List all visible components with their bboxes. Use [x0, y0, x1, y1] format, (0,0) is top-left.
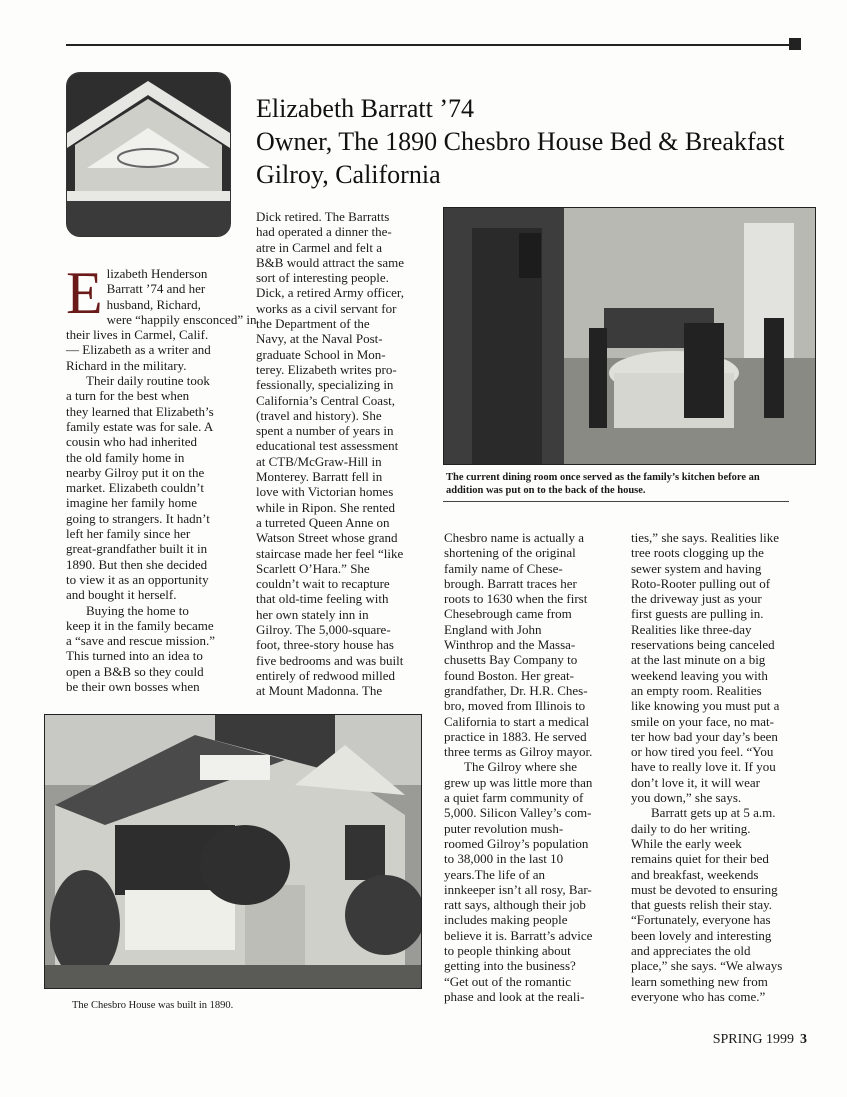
- paragraph: [66, 603, 241, 695]
- text-line: must be devoted to ensuring: [631, 881, 778, 897]
- caption-rule: [443, 501, 789, 502]
- text-line: 1890. But then she decided: [66, 556, 208, 572]
- text-line: nearby Gilroy put it on the: [66, 464, 205, 480]
- paragraph: [66, 373, 241, 602]
- text-line: includes making people: [444, 912, 568, 928]
- text-line: B&B would attract the same: [256, 254, 405, 270]
- text-line: California to start a medical: [444, 713, 590, 729]
- text-line: a turn for the best when: [66, 388, 190, 404]
- text-line: sewer system and having: [631, 560, 762, 576]
- text-line: family estate was for sale. A: [66, 418, 214, 434]
- text-line: Buying the home to: [86, 602, 189, 618]
- text-line: Monterey. Barratt fell in: [256, 469, 383, 485]
- text-line: going to strangers. It hadn’t: [66, 510, 210, 526]
- text-line: grew up was little more than: [444, 774, 593, 790]
- text-line: everyone who has come.”: [631, 988, 766, 1004]
- text-line: don’t love it, it will wear: [631, 774, 761, 790]
- text-line: England with John: [444, 621, 542, 637]
- paragraph: [631, 530, 816, 805]
- text-line: be their own bosses when: [66, 679, 200, 695]
- text-line: a “save and rescue mission.”: [66, 633, 216, 649]
- text-line: daily to do her writing.: [631, 820, 751, 836]
- text-line: the driveway just as your: [631, 591, 762, 607]
- text-line: while in Ripon. She rented: [256, 499, 396, 515]
- text-line: love with Victorian homes: [256, 484, 394, 500]
- text-line: “Get out of the romantic: [444, 973, 572, 989]
- caption-line: addition was put on to the back of the house.: [446, 485, 646, 496]
- text-line: a quiet farm community of: [444, 790, 584, 806]
- text-line: sort of interesting people.: [256, 270, 389, 286]
- text-line: believe it is. Barratt’s advice: [444, 927, 593, 943]
- paragraph: [256, 209, 431, 699]
- text-line: Dick retired. The Barratts: [256, 209, 390, 224]
- dining-photo-caption: [446, 471, 816, 497]
- top-rule: [66, 44, 792, 46]
- text-line: While the early week: [631, 835, 742, 851]
- text-line: California’s Central Coast,: [256, 392, 396, 408]
- text-line: and bought it herself.: [66, 587, 177, 603]
- text-line: first guests are pulling in.: [631, 606, 764, 622]
- text-line: Roto-Rooter pulling out of: [631, 575, 771, 591]
- text-line: roomed Gilroy’s population: [444, 835, 589, 851]
- dropcap-letter: E: [66, 260, 103, 326]
- house-photo-caption: The Chesbro House was built in 1890.: [72, 1000, 234, 1011]
- text-line: the Department of the: [256, 316, 370, 332]
- text-line: tree roots clogging up the: [631, 545, 764, 561]
- text-line: keep it in the family became: [66, 617, 214, 633]
- article-column-1: [66, 260, 257, 695]
- text-line: market. Elizabeth couldn’t: [66, 480, 205, 496]
- text-line: had operated a dinner the-: [256, 224, 392, 240]
- text-line: were “happily ensconced” in: [106, 311, 257, 327]
- paragraph: [66, 260, 257, 373]
- text-line: been lovely and interesting: [631, 927, 772, 943]
- text-line: at the last minute on a big: [631, 652, 766, 668]
- headline-name: Elizabeth Barratt ’74: [256, 94, 475, 123]
- text-line: entirely of redwood milled: [256, 667, 395, 683]
- text-line: Navy, at the Naval Post-: [256, 331, 383, 347]
- text-line: Scarlett O’Hara.” She: [256, 560, 370, 576]
- text-line: puter revolution mush-: [444, 820, 564, 836]
- text-line: chusetts Bay Company to: [444, 652, 578, 668]
- dining-room-photo: [443, 207, 816, 465]
- text-line: Chesbro name is actually a: [444, 530, 585, 545]
- text-line: educational test assessment: [256, 438, 399, 454]
- text-line: family name of Chese-: [444, 560, 563, 576]
- paragraph: [444, 530, 622, 759]
- text-line: open a B&B so they could: [66, 663, 204, 679]
- text-line: husband, Richard,: [106, 296, 201, 312]
- text-line: cousin who had inherited: [66, 434, 198, 450]
- text-line: innkeeper isn’t all rosy, Bar-: [444, 881, 592, 897]
- text-line: 5,000. Silicon Valley’s com-: [444, 805, 592, 821]
- top-rule-marker: [789, 38, 801, 50]
- text-line: found Boston. Her great-: [444, 667, 574, 683]
- text-line: Their daily routine took: [86, 373, 210, 389]
- text-line: Chesebrough came from: [444, 606, 572, 622]
- text-line: foot, three-story house has: [256, 637, 394, 653]
- text-line: “Fortunately, everyone has: [631, 912, 771, 928]
- text-line: practice in 1883. He served: [444, 728, 587, 744]
- text-line: fessionally, specializing in: [256, 377, 394, 393]
- text-line: staircase made her feel “like: [256, 545, 404, 561]
- text-line: they learned that Elizabeth’s: [66, 403, 214, 419]
- text-line: spent a number of years in: [256, 423, 394, 439]
- gable-photo: [66, 72, 231, 237]
- text-line: couldn’t wait to recapture: [256, 576, 390, 592]
- text-line: left her family since her: [66, 526, 191, 542]
- text-line: roots to 1630 when the first: [444, 591, 588, 607]
- text-line: and breakfast, weekends: [631, 866, 759, 882]
- headline-location: Gilroy, California: [256, 160, 441, 189]
- text-line: to people thinking about: [444, 943, 571, 959]
- text-line: atre in Carmel and felt a: [256, 239, 382, 255]
- text-line: her own stately inn in: [256, 606, 369, 622]
- text-line: place,” she says. “We always: [631, 958, 783, 974]
- text-line: learn something new from: [631, 973, 768, 989]
- article-headline: [256, 92, 816, 191]
- text-line: Dick, a retired Army officer,: [256, 285, 404, 301]
- text-line: and appreciates the old: [631, 943, 751, 959]
- text-line: — Elizabeth as a writer and: [66, 342, 211, 358]
- text-line: or how tired you feel. “You: [631, 744, 774, 760]
- text-line: that old-time feeling with: [256, 591, 389, 607]
- text-line: Barratt ’74 and her: [106, 281, 206, 297]
- text-line: you down,” she says.: [631, 790, 742, 806]
- text-line: at CTB/McGraw-Hill in: [256, 453, 382, 469]
- text-line: years.The life of an: [444, 866, 546, 882]
- text-line: ties,” she says. Realities like: [631, 530, 780, 545]
- text-line: to view it as an opportunity: [66, 571, 209, 587]
- text-line: great-grandfather built it in: [66, 541, 208, 557]
- text-line: that guests relish their stay.: [631, 897, 773, 913]
- text-line: (travel and history). She: [256, 407, 382, 423]
- text-line: reservations being canceled: [631, 637, 775, 653]
- text-line: weekend leaving you with: [631, 667, 768, 683]
- text-line: imagine her family home: [66, 495, 198, 511]
- text-line: five bedrooms and was built: [256, 652, 404, 668]
- text-line: phase and look at the reali-: [444, 988, 585, 1004]
- article-column-3: [444, 530, 622, 1004]
- headline-title: Owner, The 1890 Chesbro House Bed & Breakfast: [256, 127, 785, 156]
- text-line: Watson Street whose grand: [256, 530, 398, 546]
- text-line: works as a civil servant for: [256, 300, 397, 316]
- text-line: The Gilroy where she: [464, 759, 577, 775]
- text-line: terey. Elizabeth writes pro-: [256, 361, 397, 377]
- text-line: three terms as Gilroy mayor.: [444, 744, 593, 760]
- text-line: graduate School in Mon-: [256, 346, 386, 362]
- text-line: Gilroy. The 5,000-square-: [256, 622, 391, 638]
- text-line: at Mount Madonna. The: [256, 683, 383, 699]
- article-column-4: [631, 530, 816, 1004]
- text-line: ter how bad your day’s been: [631, 728, 778, 744]
- text-line: getting into the business?: [444, 958, 576, 974]
- text-line: Richard in the military.: [66, 357, 187, 373]
- text-line: the old family home in: [66, 449, 185, 465]
- caption-line: The current dining room once served as the family’s kitchen before an: [446, 472, 760, 483]
- article-column-2: [256, 209, 431, 699]
- text-line: Winthrop and the Massa-: [444, 637, 576, 653]
- text-line: remains quiet for their bed: [631, 851, 769, 867]
- text-line: their lives in Carmel, Calif.: [66, 327, 209, 343]
- text-line: This turned into an idea to: [66, 648, 203, 664]
- text-line: Realities like three-day: [631, 621, 752, 637]
- paragraph: [631, 805, 816, 1004]
- text-line: like knowing you must put a: [631, 698, 780, 714]
- page-number: 3: [800, 1032, 807, 1047]
- text-line: brough. Barratt traces her: [444, 575, 577, 591]
- text-line: ratt says, although their job: [444, 897, 586, 913]
- text-line: smile on your face, no mat-: [631, 713, 774, 729]
- text-line: a turreted Queen Anne on: [256, 514, 390, 530]
- text-line: grandfather, Dr. H.R. Ches-: [444, 682, 588, 698]
- issue-label: SPRING 1999: [712, 1032, 794, 1047]
- text-line: Barratt gets up at 5 a.m.: [651, 805, 776, 821]
- text-line: an empty room. Realities: [631, 682, 762, 698]
- text-line: have to really love it. If you: [631, 759, 776, 775]
- text-line: shortening of the original: [444, 545, 576, 561]
- page-footer: [713, 1032, 807, 1048]
- text-line: to 38,000 in the last 10: [444, 851, 564, 867]
- text-line: lizabeth Henderson: [106, 266, 208, 281]
- house-exterior-photo: [44, 714, 422, 989]
- paragraph: [444, 759, 622, 1004]
- text-line: bro, moved from Illinois to: [444, 698, 586, 714]
